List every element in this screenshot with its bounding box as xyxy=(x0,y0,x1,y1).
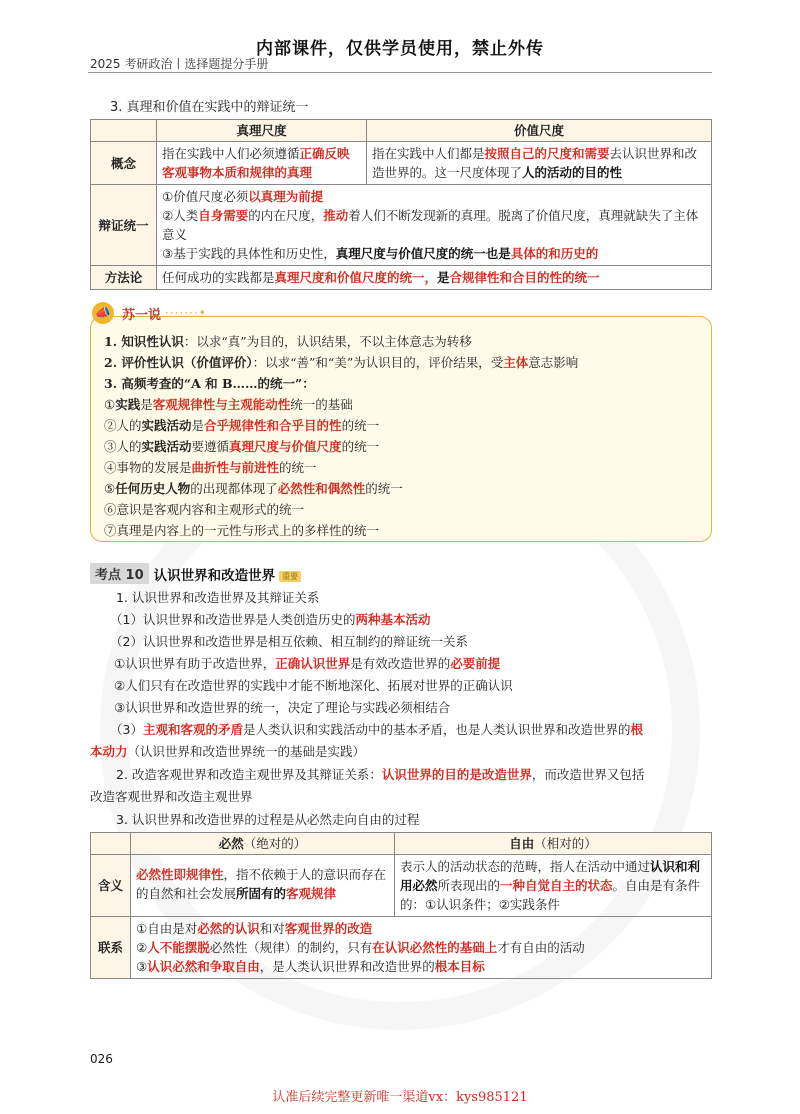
body-line: 3. 认识世界和改造世界的过程是从必然走向自由的过程 xyxy=(116,812,420,827)
body-line: （3）主观和客观的矛盾是人类认识和实践活动中的基本矛盾，也是人类认识世界和改造世界的根 xyxy=(110,722,643,737)
row-header-link: 联系 xyxy=(91,917,131,979)
row-header-meaning: 含义 xyxy=(91,855,131,917)
body-line: ①认识世界有助于改造世界，正确认识世界是有效改造世界的必要前提 xyxy=(114,656,501,671)
concept-truth-cell: 指在实践中人们必须遵循正确反映客观事物本质和规律的真理 xyxy=(157,142,367,185)
meaning-freedom-cell: 表示人的活动状态的范畴，指人在活动中通过认识和利用必然所表现出的一种自觉自主的状态。自由是有条件的：①认识条件；②实践条件 xyxy=(395,855,712,917)
body-line: 改造客观世界和改造主观世界 xyxy=(90,789,253,804)
meaning-necessity-cell: 必然性即规律性，指不依赖于人的意识而存在的自然和社会发展所固有的客观规律 xyxy=(131,855,395,917)
page-banner: 内部课件，仅供学员使用，禁止外传 xyxy=(256,39,544,59)
body-line: ②人们只有在改造世界的实践中才能不断地深化、拓展对世界的正确认识 xyxy=(114,678,513,693)
body-line: （1）认识世界和改造世界是人类创造历史的两种基本活动 xyxy=(110,612,431,627)
column-header-necessity: 必然（绝对的） xyxy=(131,833,395,855)
topic-header xyxy=(90,563,301,584)
row-header-method: 方法论 xyxy=(91,266,157,290)
tip-line: ④事物的发展是曲折性与前进性的统一 xyxy=(104,460,317,475)
row-header-unity: 辩证统一 xyxy=(91,185,157,266)
truth-value-table xyxy=(90,119,712,290)
body-line: 本动力（认识世界和改造世界统一的基础是实践） xyxy=(90,744,366,759)
page-number: 026 xyxy=(90,1052,113,1066)
tip-line: ⑦真理是内容上的一元性与形式上的多样性的统一 xyxy=(104,523,380,538)
table-corner xyxy=(91,120,157,142)
method-cell: 任何成功的实践都是真理尺度和价值尺度的统一，是合规律性和合目的性的统一 xyxy=(157,266,712,290)
column-header-value: 价值尺度 xyxy=(367,120,712,142)
tip-line: 1. 知识性认识：以求“真”为目的，认识结果，不以主体意志为转移 xyxy=(104,334,472,349)
header-divider xyxy=(88,72,712,73)
footer-notice: 认准后续完整更新唯一渠道vx：kys985121 xyxy=(272,1090,528,1105)
necessity-freedom-table xyxy=(90,832,712,979)
book-title: 2025 考研政治丨选择题提分手册 xyxy=(90,57,269,71)
concept-value-cell: 指在实践中人们都是按照自己的尺度和需要去认识世界和改造世界的。这一尺度体现了人的活动的目的性 xyxy=(367,142,712,185)
column-header-truth: 真理尺度 xyxy=(157,120,367,142)
tip-line: ②人的实践活动是合乎规律性和合乎目的性的统一 xyxy=(104,418,380,433)
tip-line: 2. 评价性认识（价值评价）：以求“善”和“美”为认识目的，评价结果，受主体意志影响 xyxy=(104,355,579,370)
tip-line: ⑥意识是客观内容和主观形式的统一 xyxy=(104,502,305,517)
importance-badge: 重要 xyxy=(279,571,301,582)
dotted-decoration: ·······• xyxy=(165,306,207,320)
megaphone-icon: 📣 xyxy=(92,302,114,324)
body-line: ③认识世界和改造世界的统一，决定了理论与实践必须相结合 xyxy=(114,700,451,715)
tip-line: 3. 高频考查的“A 和 B……的统一”： xyxy=(104,376,315,391)
topic-title: 认识世界和改造世界 xyxy=(153,567,276,584)
unity-cell: ①价值尺度必须以真理为前提 ②人类自身需要的内在尺度，推动着人们不断发现新的真理。脱离了价值尺度，真理就缺失了主体意义 ③基于实践的具体性和历史性，真理尺度与价值尺度的统一也是具体的和历史的 xyxy=(157,185,712,266)
body-line: 2. 改造客观世界和改造主观世界及其辩证关系：认识世界的目的是改造世界，而改造世界又包括 xyxy=(116,767,645,782)
body-line: 1. 认识世界和改造世界及其辩证关系 xyxy=(116,590,320,605)
tip-line: ③人的实践活动要遵循真理尺度与价值尺度的统一 xyxy=(104,439,380,454)
row-header-concept: 概念 xyxy=(91,142,157,185)
section-title: 3. 真理和价值在实践中的辩证统一 xyxy=(110,100,309,115)
column-header-freedom: 自由（相对的） xyxy=(395,833,712,855)
link-cell: ①自由是对必然的认识和对客观世界的改造 ②人不能摆脱必然性（规律）的制约，只有在认识必然性的基础上才有自由的活动 ③认识必然和争取自由，是人类认识世界和改造世界的根本目标 xyxy=(131,917,712,979)
topic-tag: 考点 10 xyxy=(90,563,149,584)
table-corner xyxy=(91,833,131,855)
tip-line: ①实践是客观规律性与主观能动性统一的基础 xyxy=(104,397,353,412)
tip-box-label: 📣 苏一说 ·······• xyxy=(92,300,207,326)
tip-line: ⑤任何历史人物的出现都体现了必然性和偶然性的统一 xyxy=(104,481,403,496)
body-line: （2）认识世界和改造世界是相互依赖、相互制约的辩证统一关系 xyxy=(110,634,468,649)
